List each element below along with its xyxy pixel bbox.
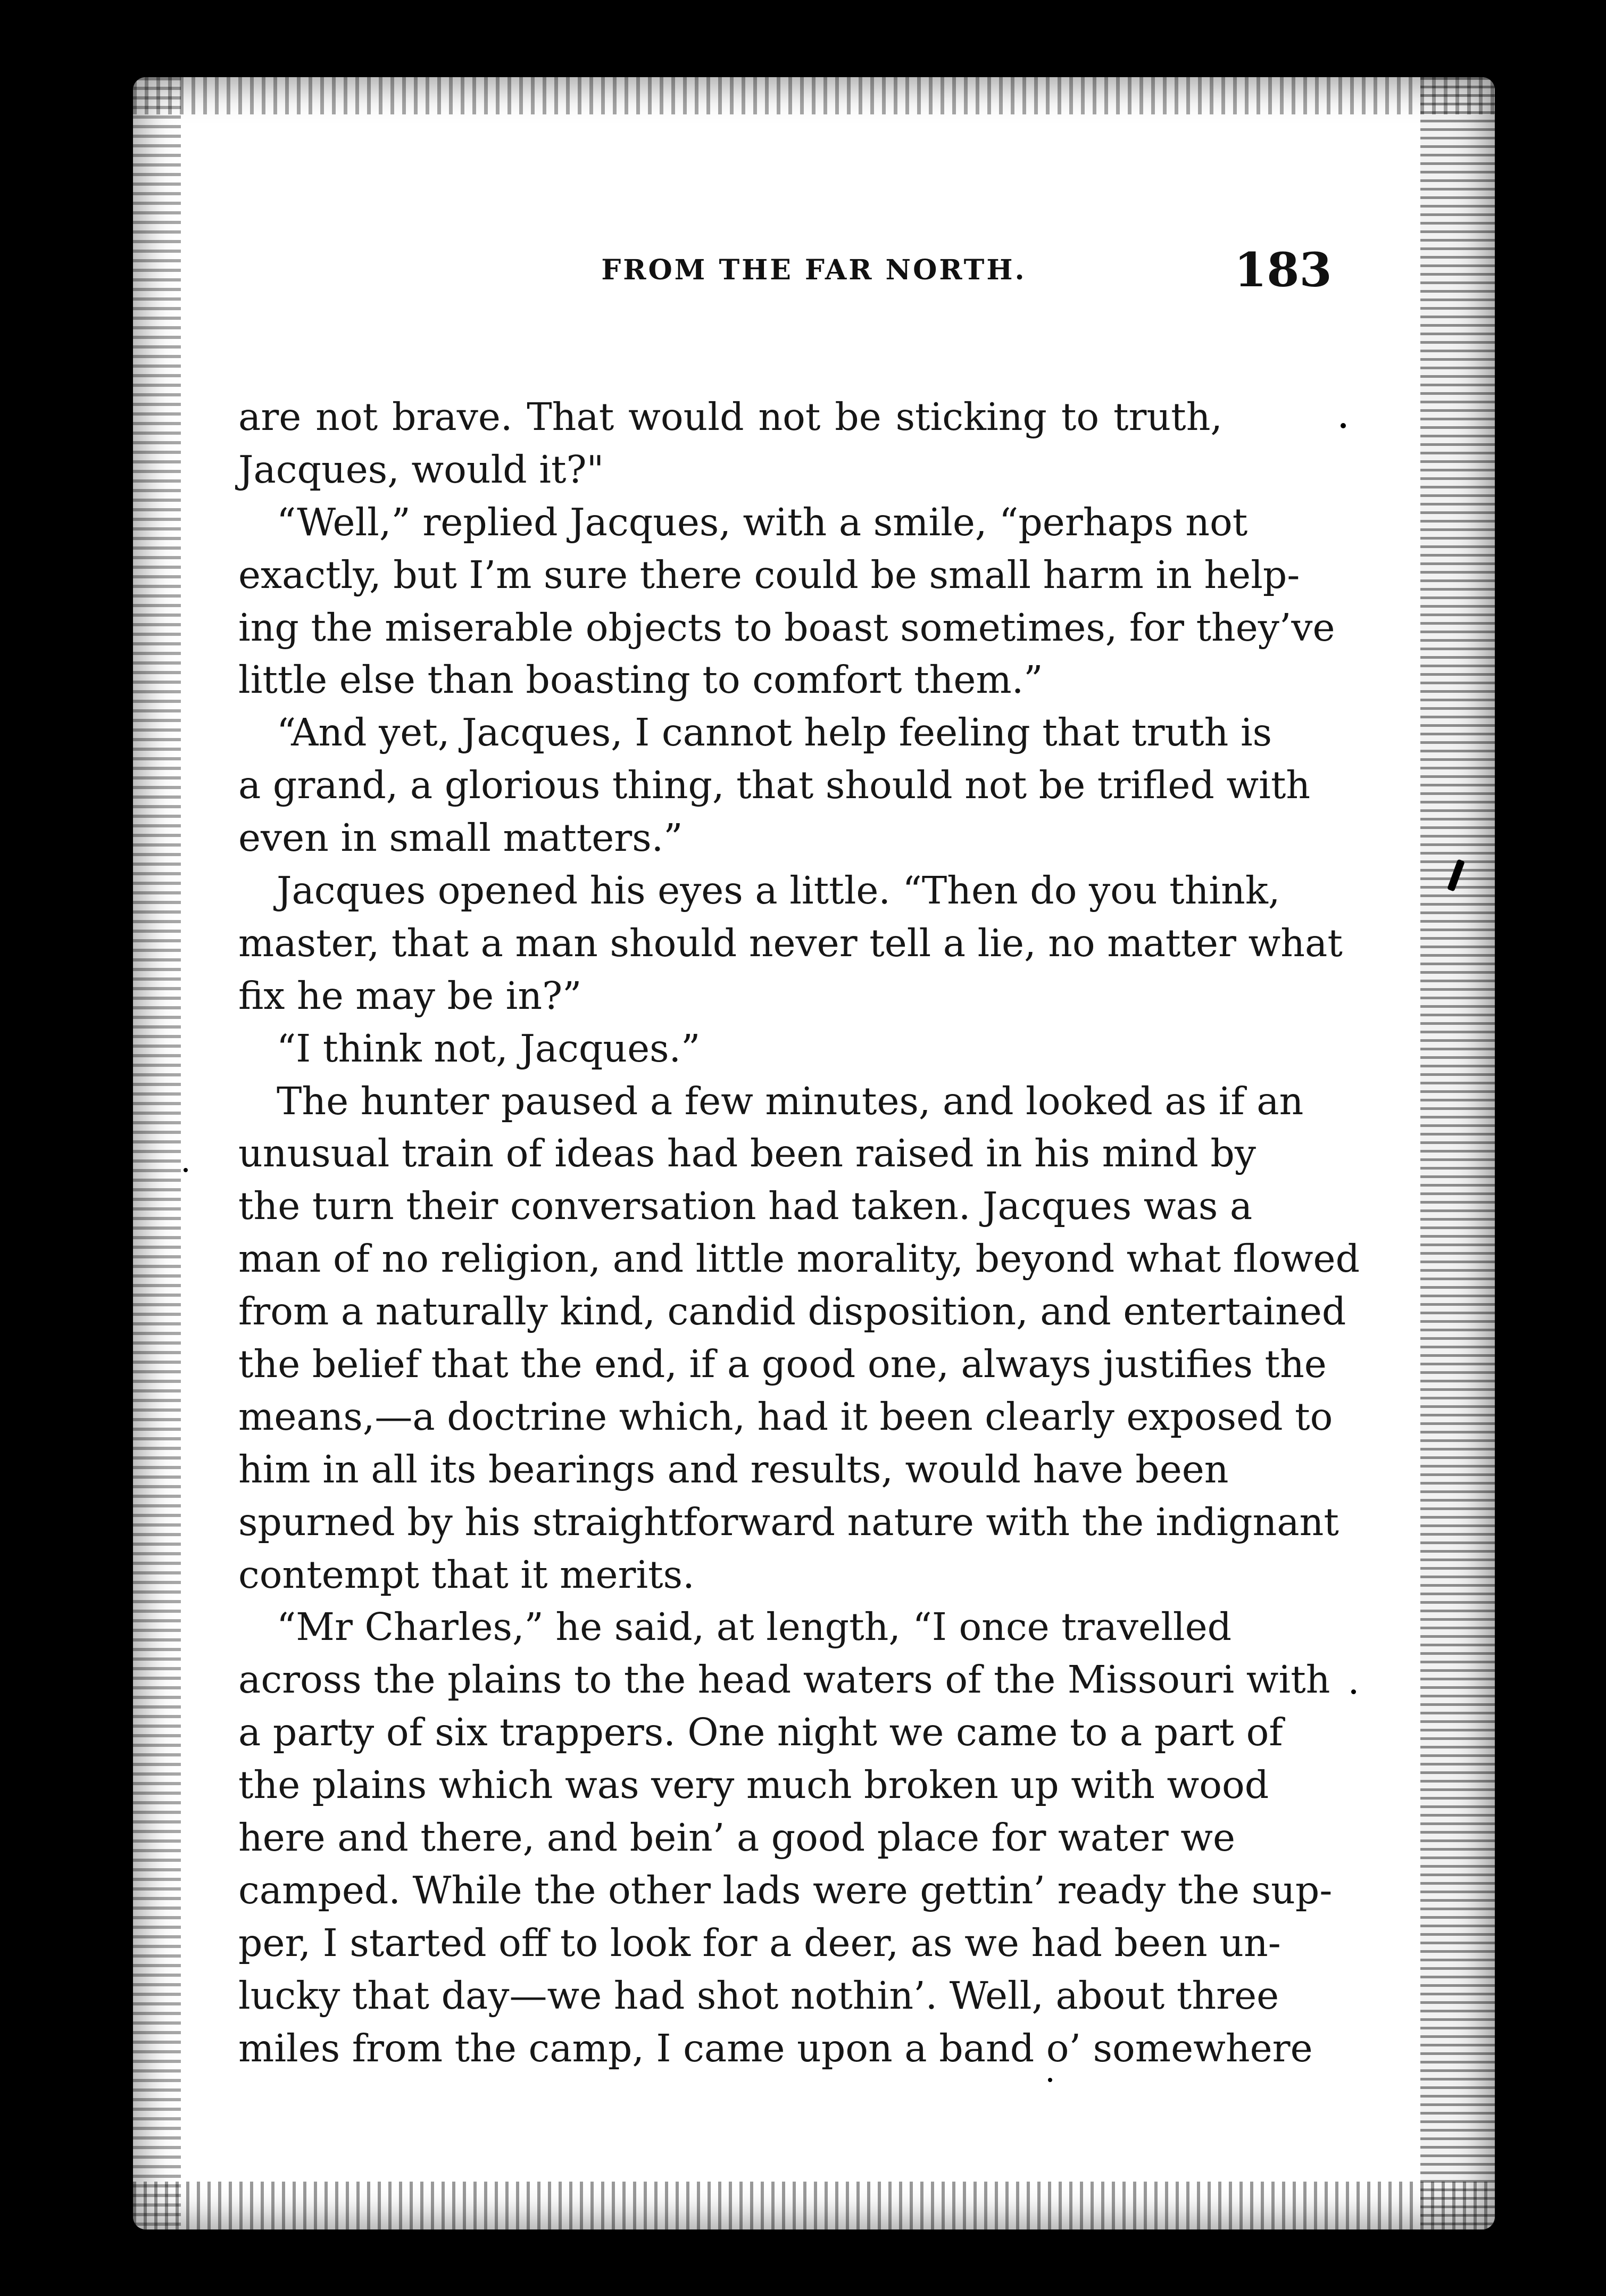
scan-noise-bottom: [133, 2182, 1495, 2229]
text-line: the plains which was very much broken up with wood: [238, 1763, 1269, 1808]
text-line: spurned by his straightforward nature with the indignant: [238, 1499, 1339, 1544]
running-head: [133, 242, 1495, 306]
scan-noise-left: [133, 77, 181, 2229]
text-line: him in all its bearings and results, would have been: [238, 1447, 1229, 1491]
text-line: “Well,” replied Jacques, with a smile, “perhaps not: [277, 500, 1248, 544]
text-line: from a naturally kind, candid disposition, and entertained: [238, 1289, 1346, 1334]
text-line: per, I started off to look for a deer, as we had been un-: [238, 1920, 1281, 1965]
scan-speck: [1048, 2078, 1052, 2082]
text-line: here and there, and bein’ a good place for water we: [238, 1816, 1236, 1860]
text-line: “And yet, Jacques, I cannot help feeling that truth is: [277, 710, 1272, 755]
text-line: Jacques, would it?": [238, 447, 604, 492]
text-line: “I think not, Jacques.”: [277, 1026, 701, 1071]
text-line: man of no religion, and little morality, beyond what flowed: [238, 1237, 1360, 1281]
book-page: [133, 77, 1495, 2229]
text-line: the turn their conversation had taken. Jacques was a: [238, 1184, 1253, 1229]
scan-speck: [1341, 423, 1346, 428]
scan-noise-top: [133, 77, 1495, 114]
running-head-title: FROM THE FAR NORTH.: [601, 254, 1027, 286]
text-line: are not brave. That would not be sticking to truth,: [238, 395, 1222, 439]
text-line: little else than boasting to comfort them.”: [238, 658, 1043, 702]
scan-noise-right: [1420, 77, 1495, 2229]
text-line: “Mr Charles,” he said, at length, “I once travelled: [277, 1605, 1232, 1650]
text-line: lucky that day—we had shot nothin’. Well, about three: [238, 1973, 1279, 2018]
text-line: camped. While the other lads were gettin’ ready the sup-: [238, 1868, 1333, 1912]
text-line: exactly, but I’m sure there could be small harm in help-: [238, 552, 1300, 597]
scan-speck: [1351, 1689, 1356, 1694]
page-number: 183: [1234, 242, 1332, 297]
text-line: a grand, a glorious thing, that should not be trifled with: [238, 763, 1311, 808]
text-line: a party of six trappers. One night we came to a part of: [238, 1710, 1283, 1755]
body-text: [238, 391, 1360, 2075]
text-line: miles from the camp, I came upon a band o’ somewhere: [238, 2026, 1313, 2070]
text-line: the belief that the end, if a good one, always justifies the: [238, 1342, 1327, 1387]
text-line: means,—a doctrine which, had it been clearly exposed to: [238, 1394, 1333, 1439]
scan-speck: [184, 1168, 188, 1172]
text-line: Jacques opened his eyes a little. “Then do you think,: [277, 868, 1280, 913]
text-line: ing the miserable objects to boast sometimes, for they’ve: [238, 605, 1335, 650]
text-line: unusual train of ideas had been raised in his mind by: [238, 1131, 1256, 1176]
text-line: master, that a man should never tell a lie, no matter what: [238, 921, 1343, 965]
text-line: contempt that it merits.: [238, 1552, 695, 1597]
text-line: even in small matters.”: [238, 816, 683, 860]
text-line: The hunter paused a few minutes, and looked as if an: [277, 1079, 1304, 1123]
text-line: fix he may be in?”: [238, 973, 582, 1018]
text-line: across the plains to the head waters of the Missouri with: [238, 1657, 1330, 1702]
